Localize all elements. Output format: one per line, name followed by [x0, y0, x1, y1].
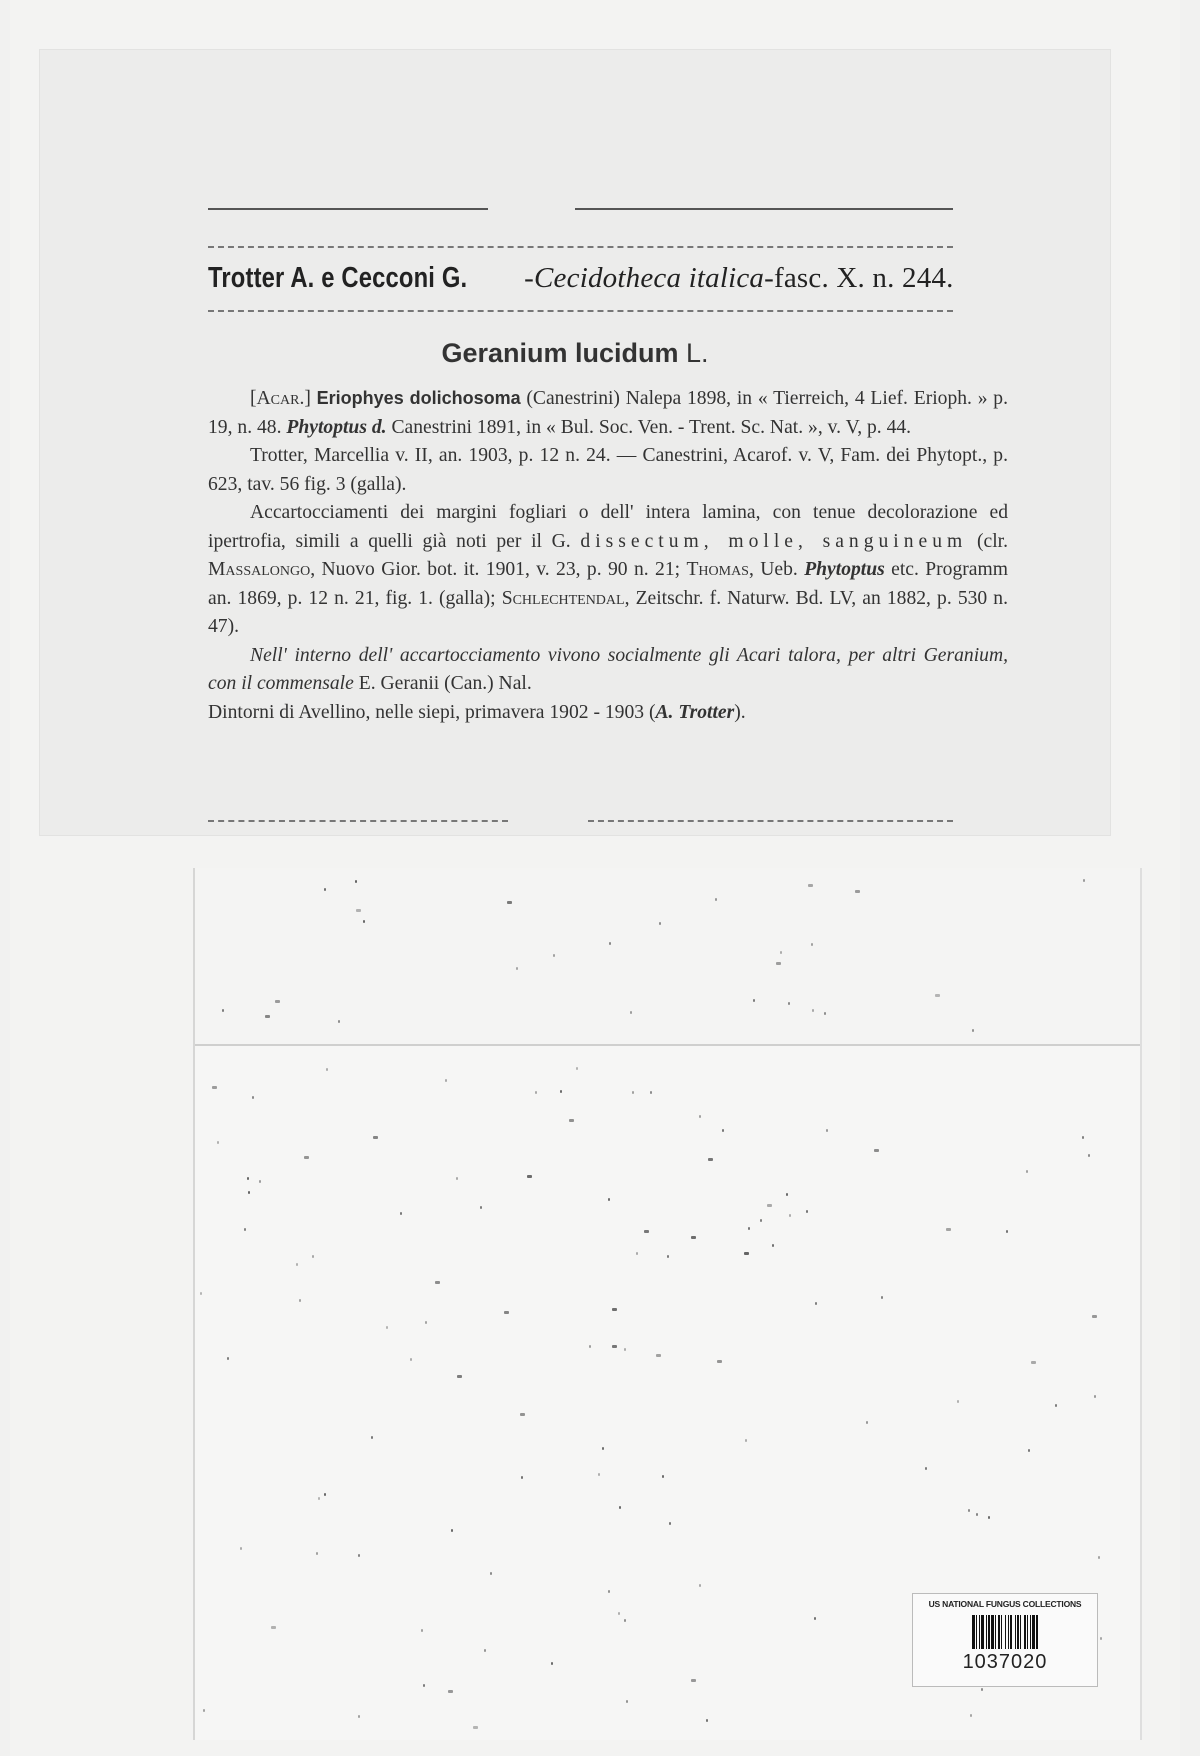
speck: [296, 1263, 298, 1266]
speck: [976, 1513, 978, 1516]
header-authors: Trotter A. e Cecconi G.: [208, 262, 468, 294]
speck: [247, 1177, 249, 1180]
speck: [248, 1191, 250, 1194]
speck: [386, 1326, 388, 1329]
speck: [560, 1090, 562, 1093]
speck: [855, 890, 860, 893]
speck: [717, 1360, 722, 1363]
speck: [667, 1255, 669, 1258]
speck: [1026, 1170, 1028, 1173]
acar-tag: [Acar.]: [250, 388, 311, 409]
speck: [1055, 1404, 1057, 1407]
speck: [259, 1180, 261, 1183]
speck: [618, 1612, 620, 1615]
speck: [445, 1079, 447, 1082]
speck: [244, 1228, 246, 1231]
host-title: [40, 338, 1110, 369]
barcode-bar: [1038, 1615, 1039, 1649]
speck: [410, 1358, 412, 1361]
paragraph-5: [208, 699, 1008, 728]
synonym: Phytoptus d.: [286, 416, 387, 438]
speck: [815, 1302, 817, 1305]
speck: [507, 901, 512, 904]
speck: [480, 1206, 482, 1209]
speck: [708, 1158, 713, 1161]
barcode-collection: US NATIONAL FUNGUS COLLECTIONS: [928, 1599, 1082, 1609]
speck: [451, 1529, 453, 1532]
paragraph-4: [208, 642, 1008, 699]
speck: [1031, 1361, 1036, 1364]
speck: [866, 1421, 868, 1424]
header-rule-bottom: [208, 310, 953, 312]
speck: [576, 1067, 578, 1070]
speck: [356, 909, 361, 912]
speck: [535, 1091, 537, 1094]
note-italic: Nell' interno dell' accartocciamento vivono socialmente gli Acari talora, per altri Geranium, con il commensale: [208, 644, 1008, 694]
label-header: [208, 262, 1008, 295]
speck: [935, 994, 940, 997]
speck: [598, 1473, 600, 1476]
speck: [227, 1357, 229, 1360]
speck: [715, 898, 717, 901]
speck: [271, 1626, 276, 1629]
host-name: Geranium lucidum: [441, 338, 679, 368]
speck: [753, 999, 755, 1002]
speck: [609, 942, 611, 945]
species-name: Eriophyes dolichosoma: [316, 388, 521, 408]
speck: [299, 1299, 301, 1302]
speck: [473, 1726, 478, 1729]
speck: [630, 1011, 632, 1014]
speck: [358, 1554, 360, 1557]
speck: [1006, 1230, 1008, 1233]
speck: [786, 1193, 788, 1196]
note-commensal: E. Geranii (Can.) Nal.: [358, 673, 532, 694]
speck: [970, 1714, 972, 1717]
desc-e: , Ueb.: [748, 559, 798, 580]
speck: [632, 1091, 634, 1094]
speck: [946, 1228, 951, 1231]
speck: [602, 1447, 604, 1450]
speck: [662, 1475, 664, 1478]
speck: [619, 1506, 621, 1509]
speck: [318, 1497, 320, 1500]
speck: [824, 1012, 826, 1015]
speck: [624, 1619, 626, 1622]
speck: [1100, 1637, 1102, 1640]
ref-massalongo: Massalongo: [208, 559, 311, 580]
speck: [612, 1345, 617, 1348]
desc-species: dissectum, molle, sanguineum: [580, 530, 968, 552]
speck: [553, 954, 555, 957]
speck: [1094, 1395, 1096, 1398]
speck: [981, 1688, 983, 1691]
speck: [516, 967, 518, 970]
speck: [656, 1354, 661, 1357]
speck: [691, 1236, 696, 1239]
speck: [338, 1020, 340, 1023]
packet-flap: [195, 868, 1140, 1046]
speck: [326, 1068, 328, 1071]
speck: [1092, 1315, 1097, 1318]
speck: [521, 1476, 523, 1479]
speck: [212, 1086, 217, 1089]
speck: [874, 1149, 879, 1152]
speck: [520, 1413, 525, 1416]
speck: [706, 1719, 708, 1722]
speck: [363, 920, 365, 923]
speck: [203, 1709, 205, 1712]
speck: [304, 1156, 309, 1159]
speck: [324, 888, 326, 891]
speck: [972, 1029, 974, 1032]
desc-h: , Zeitschr. f. Naturw. Bd. LV, an 1882, p. 530 n. 47).: [208, 587, 1008, 637]
speck: [355, 880, 357, 883]
speck: [490, 1572, 492, 1575]
speck: [425, 1321, 427, 1324]
speck: [222, 1009, 224, 1012]
speck: [324, 1493, 326, 1496]
speck: [650, 1091, 652, 1094]
speck: [275, 1000, 280, 1003]
barcode-label: [912, 1593, 1098, 1687]
speck: [457, 1375, 462, 1378]
speck: [772, 1244, 774, 1247]
desc-a: Accartocciamenti dei margini fogliari o dell' intera lamina, con tenue decolorazione ed ipertrofia, simili a quelli già noti per il G.: [208, 502, 1008, 552]
speck: [812, 1009, 814, 1012]
desc-d: , Nuovo Gior. bot. it. 1901, v. 23, p. 90 n. 21;: [310, 559, 681, 580]
locality-end: ).: [734, 701, 746, 723]
desc-b: (clr.: [976, 530, 1008, 552]
speck: [371, 1436, 373, 1439]
speck: [814, 1617, 816, 1620]
speck: [806, 1210, 808, 1213]
speck: [1082, 1136, 1084, 1139]
speck: [644, 1230, 649, 1233]
speck: [316, 1552, 318, 1555]
speck: [252, 1096, 254, 1099]
speck: [826, 1129, 828, 1132]
speck: [968, 1509, 970, 1512]
speck: [217, 1141, 219, 1144]
speck: [789, 1214, 791, 1217]
speck: [421, 1629, 423, 1632]
speck: [669, 1522, 671, 1525]
desc-genus: Phytoptus: [804, 559, 885, 580]
speck: [722, 1129, 724, 1132]
speck: [881, 1296, 883, 1299]
speck: [1083, 879, 1085, 882]
speck: [240, 1547, 242, 1550]
speck: [811, 943, 813, 946]
speck: [312, 1255, 314, 1258]
paragraph-2: Trotter, Marcellia v. II, an. 1903, p. 12 n. 24. — Canestrini, Acarof. v. V, Fam. dei Phytopt., p. 623, tav. 56 fig. 3 (galla).: [208, 445, 1008, 495]
ref-thomas: Thomas: [686, 559, 749, 580]
speck: [760, 1219, 762, 1222]
speck: [200, 1292, 202, 1295]
speck: [527, 1175, 532, 1178]
speck: [1098, 1556, 1100, 1559]
speck: [699, 1115, 701, 1118]
speck: [484, 1649, 486, 1652]
top-rule-left: [208, 208, 488, 210]
speck: [569, 1119, 574, 1122]
speck: [776, 962, 781, 965]
speck: [745, 1439, 747, 1442]
speck: [265, 1015, 270, 1018]
speck: [788, 1002, 790, 1005]
paragraph-3: [208, 499, 1008, 642]
specimen-label: [40, 50, 1110, 835]
speck: [456, 1177, 458, 1180]
speck: [808, 884, 813, 887]
speck: [608, 1198, 610, 1201]
paragraph-1: [208, 384, 1008, 442]
speck: [1028, 1449, 1030, 1452]
speck: [626, 1700, 628, 1703]
header-fasc: -fasc. X. n. 244.: [764, 262, 954, 294]
locality: Dintorni di Avellino, nelle siepi, primavera 1902 - 1903 (: [208, 701, 656, 723]
barcode-bars: [923, 1615, 1087, 1649]
speck: [767, 1204, 772, 1207]
speck: [636, 1252, 638, 1255]
citation-1: (Canestrini) Nalepa 1898, in « Tierreich, 4 Lief. Erioph. » p. 19, n. 48.: [208, 388, 1008, 438]
speck: [358, 1715, 360, 1718]
speck: [400, 1212, 402, 1215]
speck: [699, 1584, 701, 1587]
header-series: Cecidotheca italica: [534, 262, 765, 294]
speck: [780, 951, 782, 954]
speck: [612, 1308, 617, 1311]
ref-schlechtendal: Schlechtendal: [501, 587, 625, 609]
speck: [659, 922, 661, 925]
header-rule-top: [208, 246, 953, 248]
desc-g: etc. Programm an. 1869, p. 12 n. 21, fig. 1. (galla);: [208, 559, 1008, 609]
header-sep: -: [524, 262, 535, 294]
speck: [1088, 1154, 1090, 1157]
speck: [435, 1281, 440, 1284]
bottom-rule-left: [208, 820, 508, 822]
label-body: [208, 384, 1008, 727]
speck: [589, 1345, 591, 1348]
bottom-rule-right: [588, 820, 953, 822]
citation-2: Canestrini 1891, in « Bul. Soc. Ven. - Trent. Sc. Nat. », v. V, p. 44.: [391, 416, 912, 438]
speck: [551, 1662, 553, 1665]
collector: A. Trotter: [655, 701, 735, 723]
speck: [988, 1516, 990, 1519]
speck: [504, 1311, 509, 1314]
host-author: L.: [686, 338, 709, 368]
speck: [448, 1690, 453, 1693]
speck: [624, 1348, 626, 1351]
speck: [691, 1679, 696, 1682]
speck: [608, 1590, 610, 1593]
speck: [744, 1252, 749, 1255]
speck: [748, 1227, 750, 1230]
speck: [373, 1136, 378, 1139]
speck: [957, 1400, 959, 1403]
barcode-number: 1037020: [962, 1651, 1048, 1673]
speck: [925, 1467, 927, 1470]
top-rule-right: [575, 208, 953, 210]
speck: [423, 1684, 425, 1687]
